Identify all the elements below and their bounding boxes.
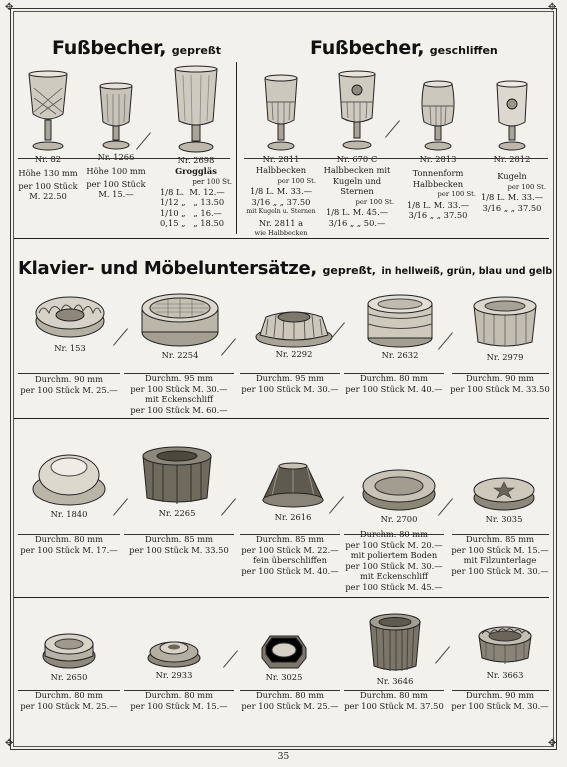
product-3663-text: Durchm. 90 mm per 100 Stück M. 30.— [451, 690, 549, 711]
round-coaster-icon [31, 445, 107, 509]
product-2265-text: Durchm. 85 mm per 100 Stück M. 33.50 [129, 534, 229, 555]
product-82: Nr. 82 Höhe 130 mm per 100 Stück M. 22.50 [18, 70, 78, 202]
scalloped-coaster-icon [33, 285, 107, 343]
heading-stem-cut: Fußbecher, geschliffen [310, 37, 498, 59]
section-divider [14, 418, 549, 419]
goblet-barrel-icon [419, 80, 457, 154]
product-3663: Nr. 3663 [470, 620, 540, 681]
corner-ornament-icon: ✥ [5, 2, 14, 13]
product-2933: Nr. 2933 [142, 634, 206, 681]
heading-stem-pressed: Fußbecher, gepreßt [52, 37, 222, 59]
product-2650-text: Durchm. 80 mm per 100 Stück M. 25.— [20, 690, 118, 711]
product-3035-text: Durchm. 85 mm per 100 Stück M. 15.— mit Filzunterlage per 100 Stück M. 30.— [451, 534, 549, 576]
product-2616-text: Durchm. 85 mm per 100 Stück M. 22.— fein überschliffen per 100 Stück M. 40.— [241, 534, 339, 576]
product-2632-text: Durchm. 80 mm per 100 Stück M. 40.— [345, 373, 443, 394]
product-1840: Nr. 1840 [24, 445, 114, 520]
product-670c: Nr. 670 C Halbbecken mit Kugeln und Sternen per 100 St. 1/8 L. M. 45.— 3/16 „ „ 50.— [320, 70, 394, 228]
ring-coaster-icon [138, 290, 222, 350]
product-2933-text: Durchm. 80 mm per 100 Stück M. 15.— [130, 690, 228, 711]
product-2979-text: Durchm. 90 mm per 100 Stück M. 33.50 [450, 373, 550, 394]
section-divider [14, 597, 549, 598]
goblet-half-basin-icon [262, 74, 300, 154]
product-2650: Nr. 2650 [34, 628, 104, 683]
product-153-text: Durchm. 90 mm per 100 Stück M. 25.— [20, 374, 118, 395]
product-153: Nr. 153 [22, 285, 118, 354]
product-2700-text: Durchm. 80 mm per 100 Stück M. 20.— mit poliertem Boden per 100 Stück M. 30.— mit Eckenschliff per 100 Stück M. 45.— [345, 529, 443, 592]
product-3025-text: Durchm. 80 mm per 100 Stück M. 25.— [241, 690, 339, 711]
product-2812: Nr. 2812 Kugeln per 100 St. 1/8 L. M. 33.— 3/16 „ „ 37.50 [478, 80, 546, 213]
corner-ornament-icon: ✥ [5, 738, 14, 749]
product-3025: Nr. 3025 [252, 628, 316, 683]
product-2616: Nr. 2616 [248, 460, 338, 523]
grog-glass-icon [171, 65, 221, 155]
product-2265: Nr. 2265 [134, 444, 220, 519]
page-number: 35 [277, 752, 290, 762]
fluted-mold-coaster-icon [252, 305, 336, 349]
product-2698: Nr. 2698 Groggläs per 100 St. 1/8 L. M. 12.— 1/12 „ „ 13.50 1/10 „ „ 16.— 0,15 „ „ 18.50 [160, 65, 232, 228]
small-round-coaster-icon [39, 628, 99, 672]
product-2811: Nr. 2811 Halbbecken per 100 St. 1/8 L. M. 33.— 3/16 „ „ 37.50 mit Kugeln u. Sternen Nr. 2811 a wie Halbbecken [246, 74, 316, 239]
product-2254-text: Durchm. 95 mm per 100 Stück M. 30.— mit Eckenschliff per 100 Stück M. 60.— [130, 373, 228, 415]
product-3646: Nr. 3646 [360, 610, 430, 687]
product-2632: Nr. 2632 [350, 290, 450, 361]
row-rule [244, 158, 548, 159]
goblet-balls-icon [494, 80, 530, 154]
octagonal-coaster-icon [259, 460, 327, 512]
tall-fluted-coaster-icon [364, 610, 426, 676]
dark-faceted-coaster-icon [139, 444, 215, 508]
product-2700: Nr. 2700 [356, 462, 442, 525]
product-3646-text: Durchm. 80 mm per 100 Stück M. 37.50 [344, 690, 444, 711]
goblet-balls-stars-icon [336, 70, 378, 154]
product-1840-text: Durchm. 80 mm per 100 Stück M. 17.— [20, 534, 118, 555]
heading-stands: Klavier- und Möbeluntersätze, gepreßt, in hellweiß, grün, blau und gelb [18, 258, 553, 279]
product-1266: Nr. 1266 Höhe 100 mm per 100 Stück M. 15.— [85, 82, 147, 200]
corner-ornament-icon: ✥ [548, 2, 557, 13]
domed-coaster-icon [146, 634, 202, 670]
corner-ornament-icon: ✥ [548, 738, 557, 749]
faceted-coaster-icon [470, 290, 540, 352]
octagon-ring-coaster-icon [256, 628, 312, 672]
column-divider [236, 62, 237, 234]
stacked-ring-coaster-icon [363, 290, 437, 350]
product-2292: Nr. 2292 [244, 305, 344, 360]
product-2254: Nr. 2254 [130, 290, 230, 361]
shallow-dish-coaster-icon [361, 462, 437, 514]
star-cut-coaster-icon [472, 470, 536, 514]
row-rule [18, 158, 230, 159]
product-2979: Nr. 2979 [460, 290, 550, 363]
product-2292-text: Durchm. 95 mm per 100 Stück M. 30.— [241, 373, 339, 394]
product-3035: Nr. 3035 [464, 470, 544, 525]
beaded-coaster-icon [474, 620, 536, 670]
goblet-fluted-icon [97, 82, 135, 152]
product-2813: Nr. 2813 Tonnenform Halbbecken per 100 St. 1/8 L. M. 33.— 3/16 „ „ 37.50 [400, 80, 476, 221]
goblet-cut-icon [26, 70, 70, 154]
